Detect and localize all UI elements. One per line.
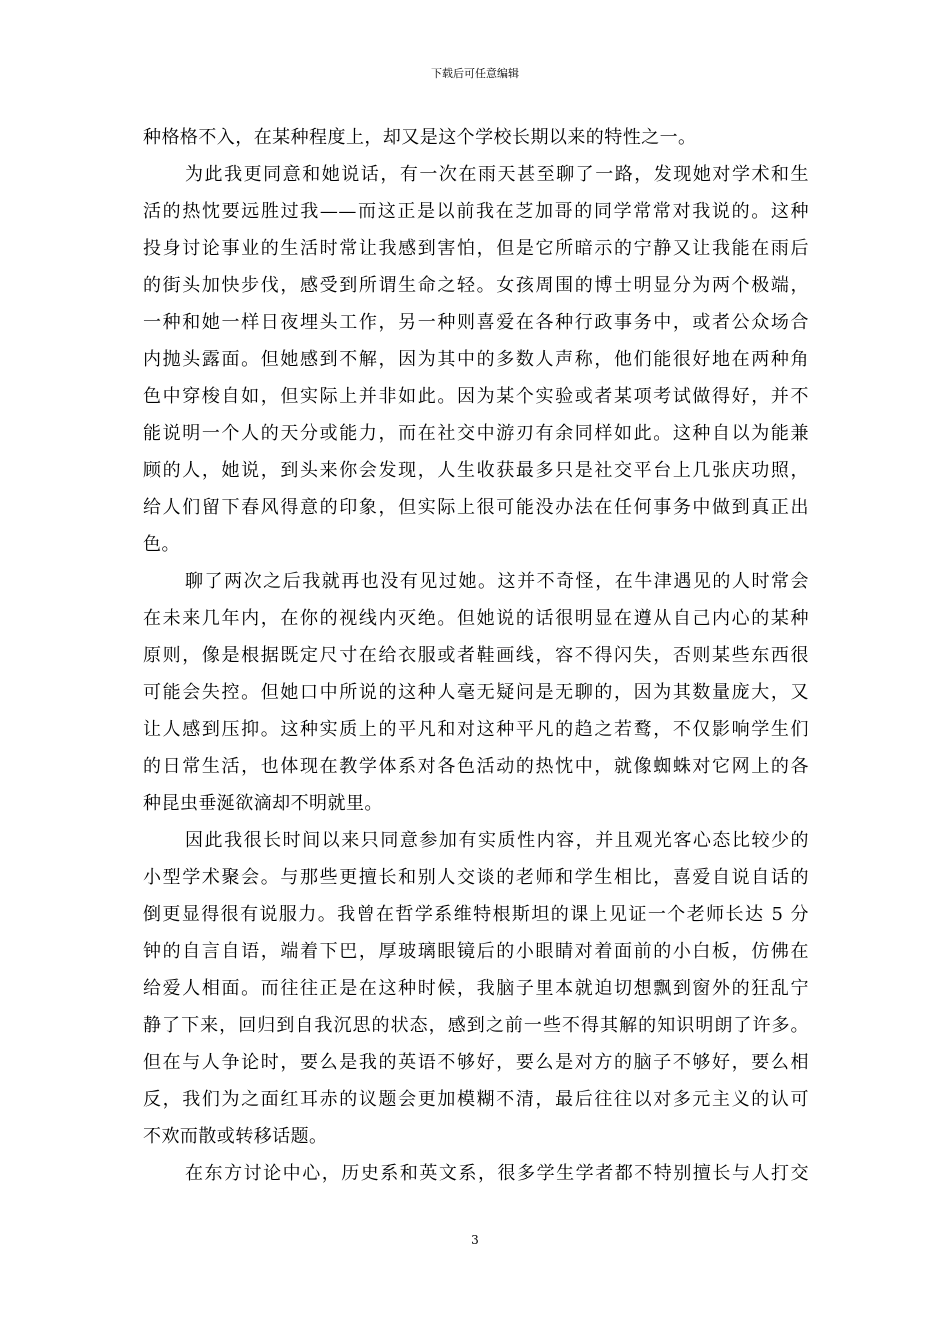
text-line: 原则，像是根据既定尺寸在给衣服或者鞋画线，容不得闪失，否则某些东西很 bbox=[143, 645, 809, 666]
text-line: 能说明一个人的天分或能力，而在社交中游刃有余同样如此。这种自以为能兼 bbox=[143, 423, 809, 444]
text-line: 可能会失控。但她口中所说的这种人毫无疑问是无聊的，因为其数量庞大，又 bbox=[143, 682, 809, 703]
text-line: 种昆虫垂涎欲滴却不明就里。 bbox=[143, 793, 383, 814]
text-line: 让人感到压抑。这种实质上的平凡和对这种平凡的趋之若鹜，不仅影响学生们 bbox=[143, 719, 809, 740]
page-header: 下载后可任意编辑 bbox=[431, 67, 519, 80]
text-line: 一种和她一样日夜埋头工作，另一种则喜爱在各种行政事务中，或者公众场合 bbox=[143, 312, 809, 333]
text-line: 活的热忱要远胜过我——而这正是以前我在芝加哥的同学常常对我说的。这种 bbox=[143, 201, 809, 222]
text-line: 的街头加快步伐，感受到所谓生命之轻。女孩周围的博士明显分为两个极端， bbox=[143, 275, 809, 296]
text-line: 钟的自言自语，端着下巴，厚玻璃眼镜后的小眼睛对着面前的小白板，仿佛在 bbox=[143, 941, 809, 962]
page-number: 3 bbox=[471, 1233, 479, 1247]
text-line: 顾的人，她说，到头来你会发现，人生收获最多只是社交平台上几张庆功照， bbox=[143, 460, 809, 481]
body-text bbox=[143, 119, 809, 1192]
text-line: 反，我们为之面红耳赤的议题会更加模糊不清，最后往往以对多元主义的认可 bbox=[143, 1089, 809, 1110]
text-line: 在东方讨论中心，历史系和英文系，很多学生学者都不特别擅长与人打交 bbox=[185, 1163, 809, 1184]
text-line: 在未来几年内，在你的视线内灭绝。但她说的话很明显在遵从自己内心的某种 bbox=[143, 608, 809, 629]
text-line: 不欢而散或转移话题。 bbox=[143, 1126, 328, 1147]
text-line: 静了下来，回归到自我沉思的状态，感到之前一些不得其解的知识明朗了许多。 bbox=[143, 1015, 809, 1036]
text-line: 色中穿梭自如，但实际上并非如此。因为某个实验或者某项考试做得好，并不 bbox=[143, 386, 809, 407]
text-line: 但在与人争论时，要么是我的英语不够好，要么是对方的脑子不够好，要么相 bbox=[143, 1052, 809, 1073]
text-line: 的日常生活，也体现在教学体系对各色活动的热忱中，就像蜘蛛对它网上的各 bbox=[143, 756, 809, 777]
text-line: 聊了两次之后我就再也没有见过她。这并不奇怪，在牛津遇见的人时常会 bbox=[185, 571, 809, 592]
text-line: 内抛头露面。但她感到不解，因为其中的多数人声称，他们能很好地在两种角 bbox=[143, 349, 809, 370]
text-line: 给爱人相面。而往往正是在这种时候，我脑子里本就迫切想飘到窗外的狂乱宁 bbox=[143, 978, 809, 999]
text-line: 色。 bbox=[143, 534, 180, 555]
text-line: 倒更显得很有说服力。我曾在哲学系维特根斯坦的课上见证一个老师长达 5 分 bbox=[143, 904, 809, 925]
text-line: 给人们留下春风得意的印象，但实际上很可能没办法在任何事务中做到真正出 bbox=[143, 497, 809, 518]
text-line: 为此我更同意和她说话，有一次在雨天甚至聊了一路，发现她对学术和生 bbox=[185, 164, 809, 185]
text-line: 小型学术聚会。与那些更擅长和别人交谈的老师和学生相比，喜爱自说自话的 bbox=[143, 867, 809, 888]
text-line: 因此我很长时间以来只同意参加有实质性内容，并且观光客心态比较少的 bbox=[185, 830, 809, 851]
text-line: 种格格不入，在某种程度上，却又是这个学校长期以来的特性之一。 bbox=[143, 127, 697, 148]
text-line: 投身讨论事业的生活时常让我感到害怕，但是它所暗示的宁静又让我能在雨后 bbox=[143, 238, 809, 259]
